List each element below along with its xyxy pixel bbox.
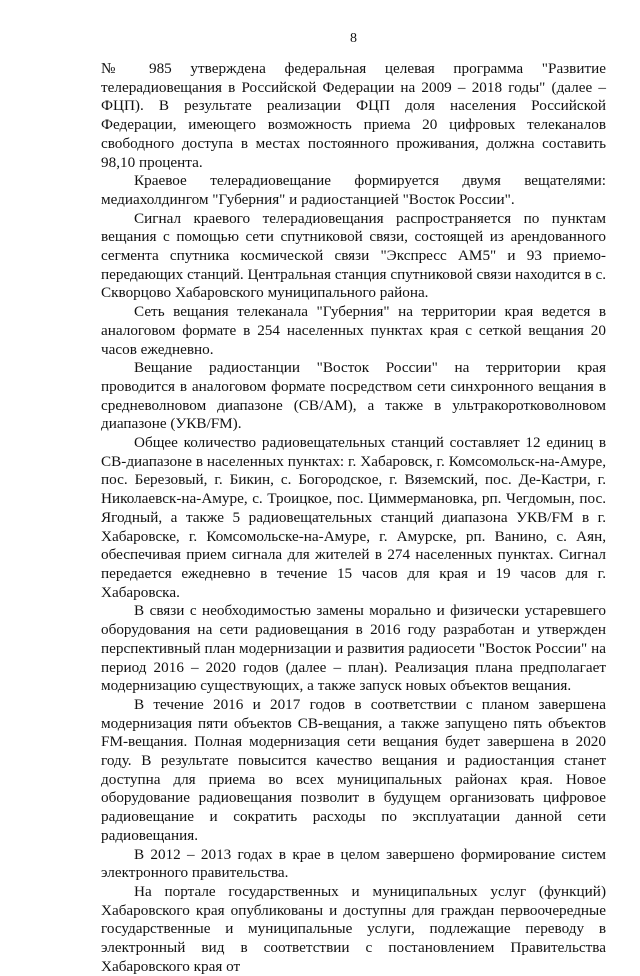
paragraph: На портале государственных и муниципальных услуг (функций) Хабаровского края опубликованы и доступны для граждан первоочередные государственные и муниципальные услуги, подлежащие переводу в электронный вид в соответствии с постановлением Правительства Хабаровского края от — [101, 882, 606, 975]
paragraph: Сигнал краевого телерадиовещания распространяется по пунктам вещания с помощью сети спутниковой связи, состоящей из арендованного сегмента спутника космической связи "Экспресс АМ5" и 93 приемо-передающих станций. Центральная станция спутниковой связи находится в с. Скворцово Хабаровского муниципального района. — [101, 209, 606, 302]
paragraph: В связи с необходимостью замены морально и физически устаревшего оборудования на сети радиовещания в 2016 году разработан и утвержден перспективный план модернизации и развития радиосети "Восток России" на период 2016 – 2020 годов (далее – план). Реализация плана предполагает модернизацию существующих, а также запуск новых объектов вещания. — [101, 602, 606, 695]
paragraph: Общее количество радиовещательных станций составляет 12 единиц в СВ-диапазоне в населенных пунктах: г. Хабаровск, г. Комсомольск-на-Амуре, пос. Березовый, г. Бикин, с. Богородское, г. Вяземский, пос. Де-Кастри, г. Николаевск-на-Амуре, с. Троицкое, пос. Циммермановка, рп. Чегдомын, пос. Ягодный, а также 5 радиовещательных станций диапазона УКВ/FM в г. Хабаровске, г. Комсомольске-на-Амуре, г. Амурске, рп. Ванино, с. Аян, обеспечивая прием сигнала для жителей в 274 населенных пунктах. Сигнал передается ежедневно в течение 15 часов для края и 19 часов для г. Хабаровска. — [101, 434, 606, 601]
paragraph-continuation: № 985 утверждена федеральная целевая программа "Развитие телерадиовещания в Российской Федерации на 2009 – 2018 годы" (далее – ФЦП). В результате реализации ФЦП доля населения Российской Федерации, имеющего возможность приема 20 цифровых телеканалов свободного доступа в местах постоянного проживания, должна составить 98,10 процента. — [101, 60, 606, 171]
paragraph: В 2012 – 2013 годах в крае в целом завершено формирование систем электронного правительства. — [101, 845, 606, 882]
paragraph: Краевое телерадиовещание формируется двумя вещателями: медиахолдингом "Губерния" и радиостанцией "Восток России". — [101, 172, 606, 208]
page-number: 8 — [350, 31, 357, 46]
paragraph: В течение 2016 и 2017 годов в соответствии с планом завершена модернизация пяти объектов СВ-вещания, а также запущено пять объектов FM-вещания. Полная модернизация сети вещания будет завершена в 2020 году. В результате повысится качество вещания и радиостанция станет доступна для приема во всех муниципальных районах края. Новое оборудование радиовещания позволит в будущем организовать цифровое радиовещание и сократить расходы по эксплуатации данной сети радиовещания. — [101, 695, 606, 844]
body-text — [101, 60, 606, 976]
paragraph: Вещание радиостанции "Восток России" на территории края проводится в аналоговом формате посредством сети синхронного вещания в средневолновом диапазоне (СВ/АМ), а также в ультракоротковолновом диапазоне (УКВ/FM). — [101, 359, 606, 433]
paragraph: Сеть вещания телеканала "Губерния" на территории края ведется в аналоговом формате в 254 населенных пунктах края с сеткой вещания 20 часов ежедневно. — [101, 303, 606, 358]
